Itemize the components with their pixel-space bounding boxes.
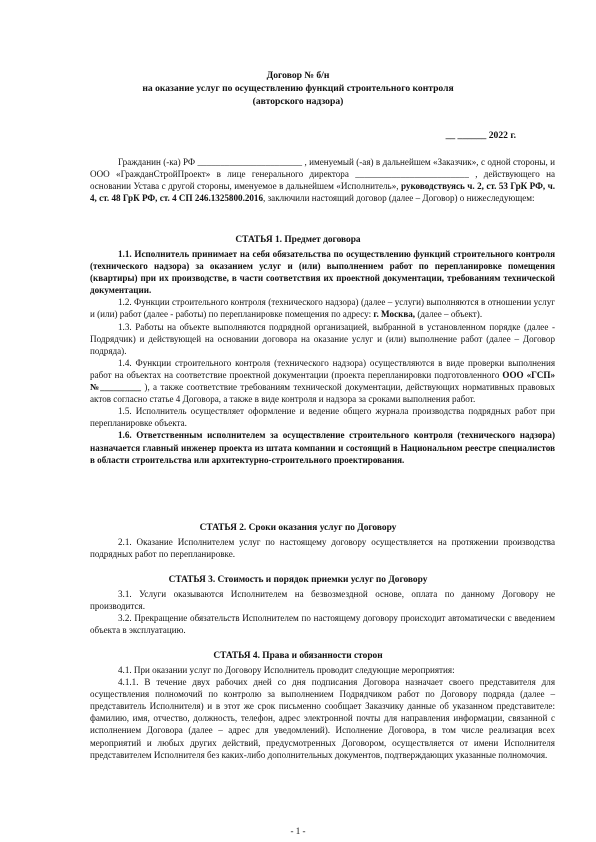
article-2-body xyxy=(90,536,555,560)
clause-1-6: 1.6. Ответственным исполнителем за осуществление строительного контроля (технического надзора) назначается главный инженер проекта из штата компании и состоящий в Национальном реестре специалистов в области строительства или архитектурно-строительного проектирования. xyxy=(90,430,555,465)
contract-title: Договор № б/н xyxy=(266,70,330,81)
clause-3-1: 3.1. Услуги оказываются Исполнителем на безвозмездной основе, оплата по данному Договору не производится. xyxy=(90,589,555,612)
clause-1-2: 1.2. Функции строительного контроля (технического надзора) (далее – услуги) выполняются в отношении услуг и (или) работ (далее - работы) по перепланировке помещения по адресу: г. Москва, (далее – объект). xyxy=(90,297,555,320)
article-4-heading: СТАТЬЯ 4. Права и обязанности сторон xyxy=(213,651,383,661)
article-4-body xyxy=(90,664,555,761)
clause-1-3: 1.3. Работы на объекте выполняются подрядной организацией, выбранной в установленном порядке (далее - Подрядчик) и действующей на основании договора на оказание услуг и (или) выполнение работ (далее – Договор подряда). xyxy=(90,321,555,356)
object-city: г. Москва, xyxy=(373,309,416,320)
project-number: ООО «ГСП» №_________ xyxy=(90,369,555,393)
clause-1-1: 1.1. Исполнитель принимает на себя обязательства по осуществлению функций строительного контроля (технического надзора) за оказанием услуг и (или) выполнением работ по перепланировке помещения (квартиры) при их производстве, в части соответствия их проектной документации, требованиям технической документации. xyxy=(90,249,555,296)
clause-3-2: 3.2. Прекращение обязательств Исполнителем по настоящему договору происходит автоматически с введением объекта в эксплуатацию. xyxy=(90,613,555,636)
preamble-text: Гражданин (-ка) РФ xyxy=(118,157,198,167)
legal-reference: руководствуясь ч. 2, ст. 53 ГрК РФ, ч. 4, ст. 48 ГрК РФ, ст. 4 СП 246.1325800.2016 xyxy=(90,181,555,204)
preamble-text-3: , действующего на основании Устава с другой стороны, именуемое в дальнейшем «Исполнитель», xyxy=(90,169,555,192)
clause-2-1: 2.1. Оказание Исполнителем услуг по настоящему договору осуществляется на протяжении производства подрядных работ по перепланировке. xyxy=(90,537,555,560)
clause-1-4: 1.4. Функции строительного контроля (технического надзора) осуществляются в виде проверки выполнения работ на объектах на соответствие проектной документации (проекта перепланировки подготовленного ООО «ГСП» №_________ ), а также соответствие требованиям технической документации, действующих нормативных правовых актов согласно статье 4 Договора, а также в виде контроля и надзора за сроками выполнения работ. xyxy=(90,357,555,405)
clause-4-1-1: 4.1.1. В течение двух рабочих дней со дня подписания Договора назначает своего представителя для осуществления полномочий по контролю за выполнением Подрядчиком работ по Договору подряда (далее – представитель Исполнителя) и в этот же срок письменно сообщает Заказчику данные об указанном представителе: фамилию, имя, отчество, должность, телефон, адрес электронной почты для направления информации, связанной с исполнением Договора (далее – адрес для уведомлений). Исполнение Договора, в том числе реализация всех мероприятий и любых других действий, предусмотренных Договором, осуществляется от имени Исполнителя представителем Исполнителя без каких-либо дополнительных документов, подтверждающих указанные полномочия. xyxy=(90,677,555,760)
article-1-body xyxy=(90,248,555,466)
article-3-body xyxy=(90,588,555,636)
contract-subtitle-2: (авторского надзора) xyxy=(252,96,344,107)
clause-1-5: 1.5. Исполнитель осуществляет оформление и ведение общего журнала производства подрядных работ при перепланировке объекта. xyxy=(90,406,555,429)
clause-4-1: 4.1. При оказании услуг по Договору Исполнитель проводит следующие мероприятия: xyxy=(118,665,455,675)
preamble-tail: , заключили настоящий договор (далее – Договор) о нижеследующем: xyxy=(263,193,535,204)
customer-name-blank: _______________________ xyxy=(197,157,303,167)
article-2-heading: СТАТЬЯ 2. Сроки оказания услуг по Договору xyxy=(199,523,397,533)
contract-date: __ ______ 2022 г. xyxy=(445,130,516,141)
preamble-text-2: , именуемый (-ая) в дальнейшем «Заказчик», с одной стороны, и ООО «ГражданСтройПроект» в лице генерального директора xyxy=(90,157,555,180)
article-1-heading: СТАТЬЯ 1. Предмет договора xyxy=(235,235,361,245)
article-3-heading: СТАТЬЯ 3. Стоимость и порядок приемки услуг по Договору xyxy=(168,575,428,585)
preamble xyxy=(90,156,555,204)
director-name-blank: _________________________ xyxy=(355,169,469,180)
page-number: - 1 - xyxy=(290,826,306,836)
contract-subtitle: на оказание услуг по осуществлению функций строительного контроля xyxy=(142,83,454,94)
